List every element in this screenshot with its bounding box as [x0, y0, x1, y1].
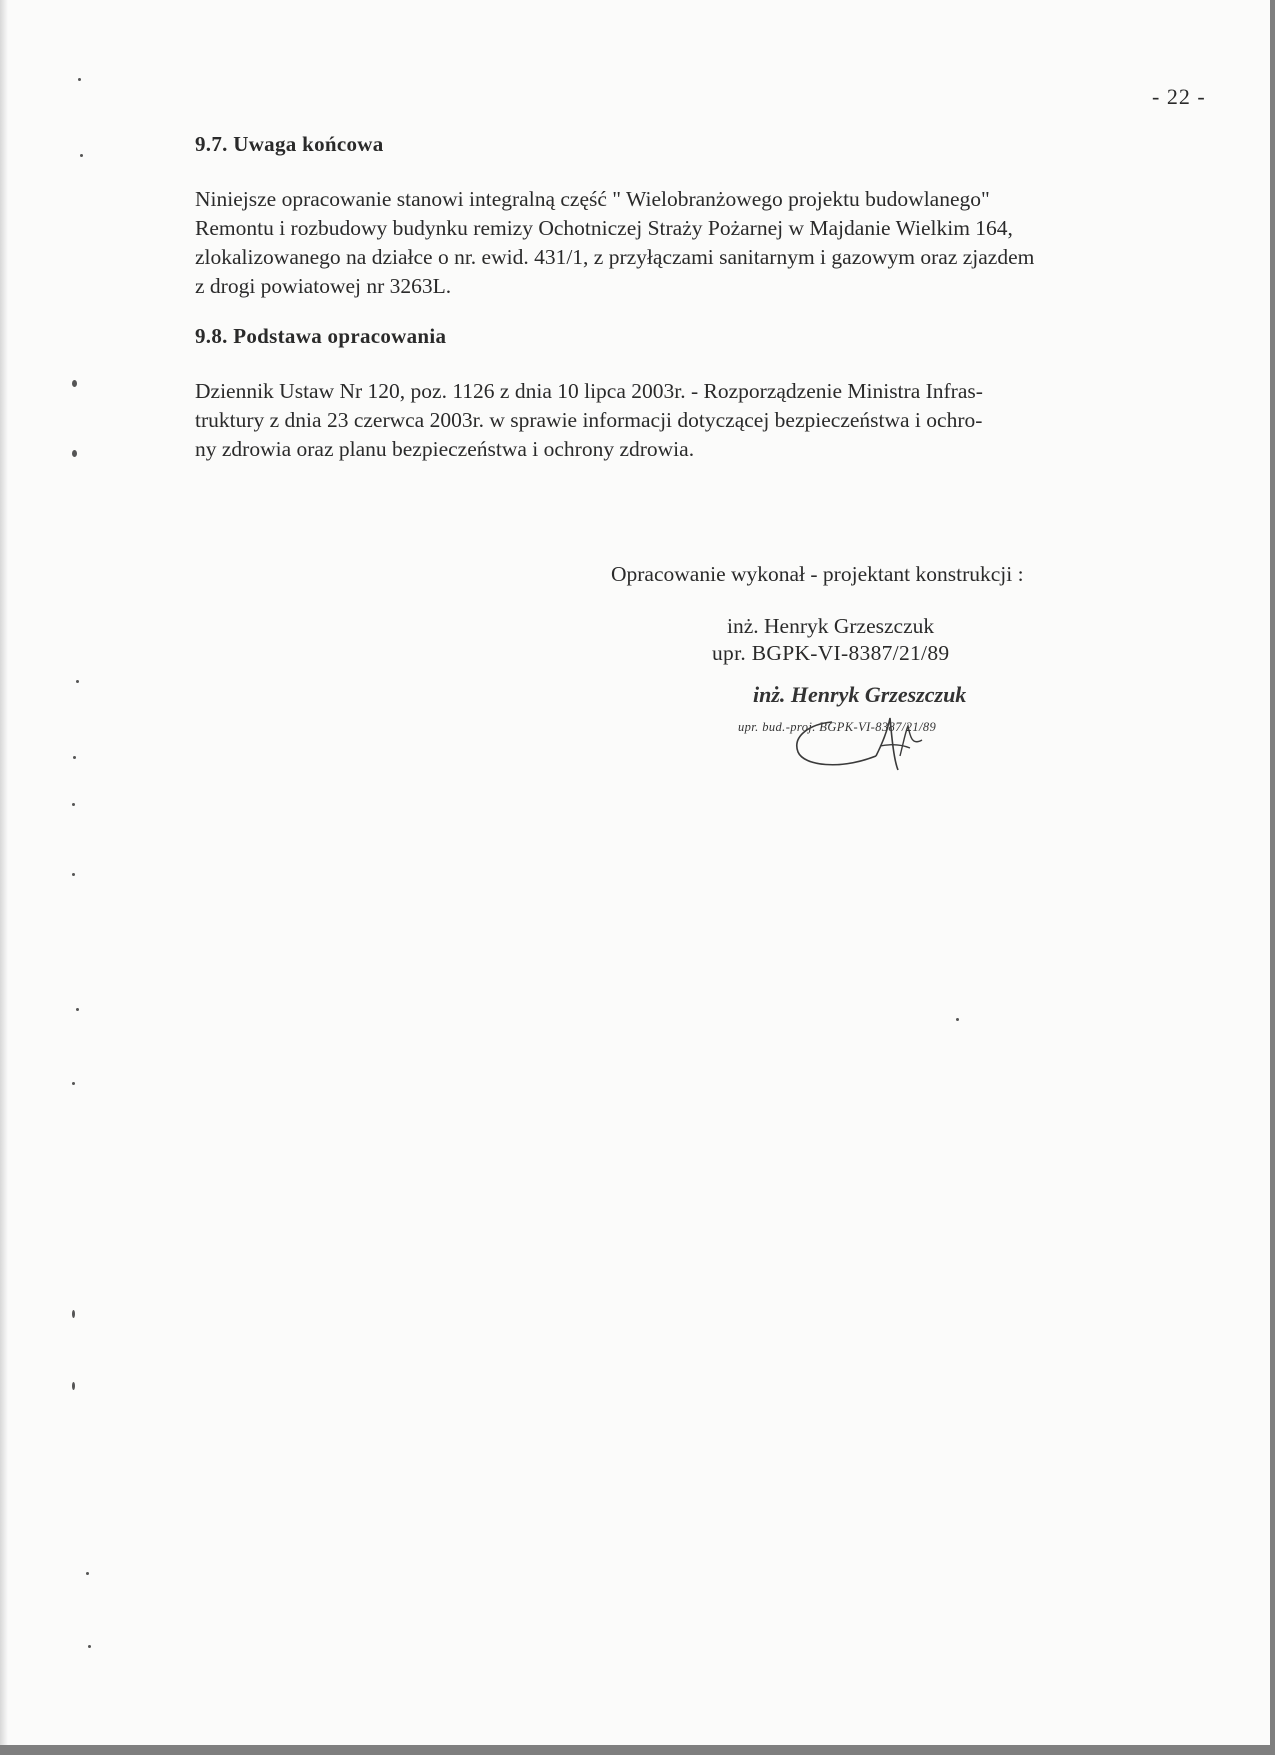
scan-speck	[72, 873, 75, 876]
designer-name: inż. Henryk Grzeszczuk	[727, 614, 935, 638]
scan-speck	[72, 1082, 75, 1085]
scan-speck	[88, 1645, 91, 1648]
section-paragraph-basis	[195, 377, 983, 464]
section-paragraph-final-note	[195, 185, 1034, 301]
page-number: - 22 -	[1152, 84, 1206, 109]
scan-speck	[78, 78, 81, 81]
scan-speck	[76, 680, 79, 683]
scan-speck	[86, 1572, 89, 1575]
section-heading-final-note: 9.7. Uwaga końcowa	[195, 132, 384, 156]
designer-license: upr. BGPK-VI-8387/21/89	[712, 641, 950, 665]
paragraph-line: Niniejsze opracowanie stanowi integralną część " Wielobranżowego projektu budowlanego"	[195, 187, 990, 211]
paragraph-line: truktury z dnia 23 czerwca 2003r. w sprawie informacji dotyczącej bezpieczeństwa i ochro-	[195, 408, 983, 432]
stamp-license: upr. bud.-proj. BGPK-VI-8387/21/89	[738, 720, 937, 734]
scan-speck	[73, 756, 76, 759]
signature-caption: Opracowanie wykonał - projektant konstrukcji :	[611, 562, 1024, 586]
section-heading-basis: 9.8. Podstawa opracowania	[195, 324, 447, 348]
scan-speck	[72, 1310, 75, 1318]
scan-speck	[72, 450, 77, 457]
paragraph-line: Dziennik Ustaw Nr 120, poz. 1126 z dnia 10 lipca 2003r. - Rozporządzenie Ministra Infras-	[195, 379, 983, 403]
scan-edge-shadow	[0, 0, 8, 1745]
scan-speck	[76, 1008, 79, 1011]
scan-speck	[72, 803, 75, 806]
scan-speck	[72, 380, 77, 387]
scan-speck	[72, 1382, 75, 1390]
scan-speck	[956, 1018, 959, 1021]
paragraph-line: zlokalizowanego na działce o nr. ewid. 431/1, z przyłączami sanitarnym i gazowym oraz zjazdem	[195, 245, 1035, 269]
paragraph-line: ny zdrowia oraz planu bezpieczeństwa i ochrony zdrowia.	[195, 437, 695, 461]
scan-speck	[80, 154, 83, 157]
handwritten-signature	[780, 700, 960, 780]
paragraph-line: Remontu i rozbudowy budynku remizy Ochotniczej Straży Pożarnej w Majdanie Wielkim 164,	[195, 216, 1013, 240]
stamp-name: inż. Henryk Grzeszczuk	[753, 682, 967, 707]
paragraph-line: z drogi powiatowej nr 3263L.	[195, 274, 452, 298]
